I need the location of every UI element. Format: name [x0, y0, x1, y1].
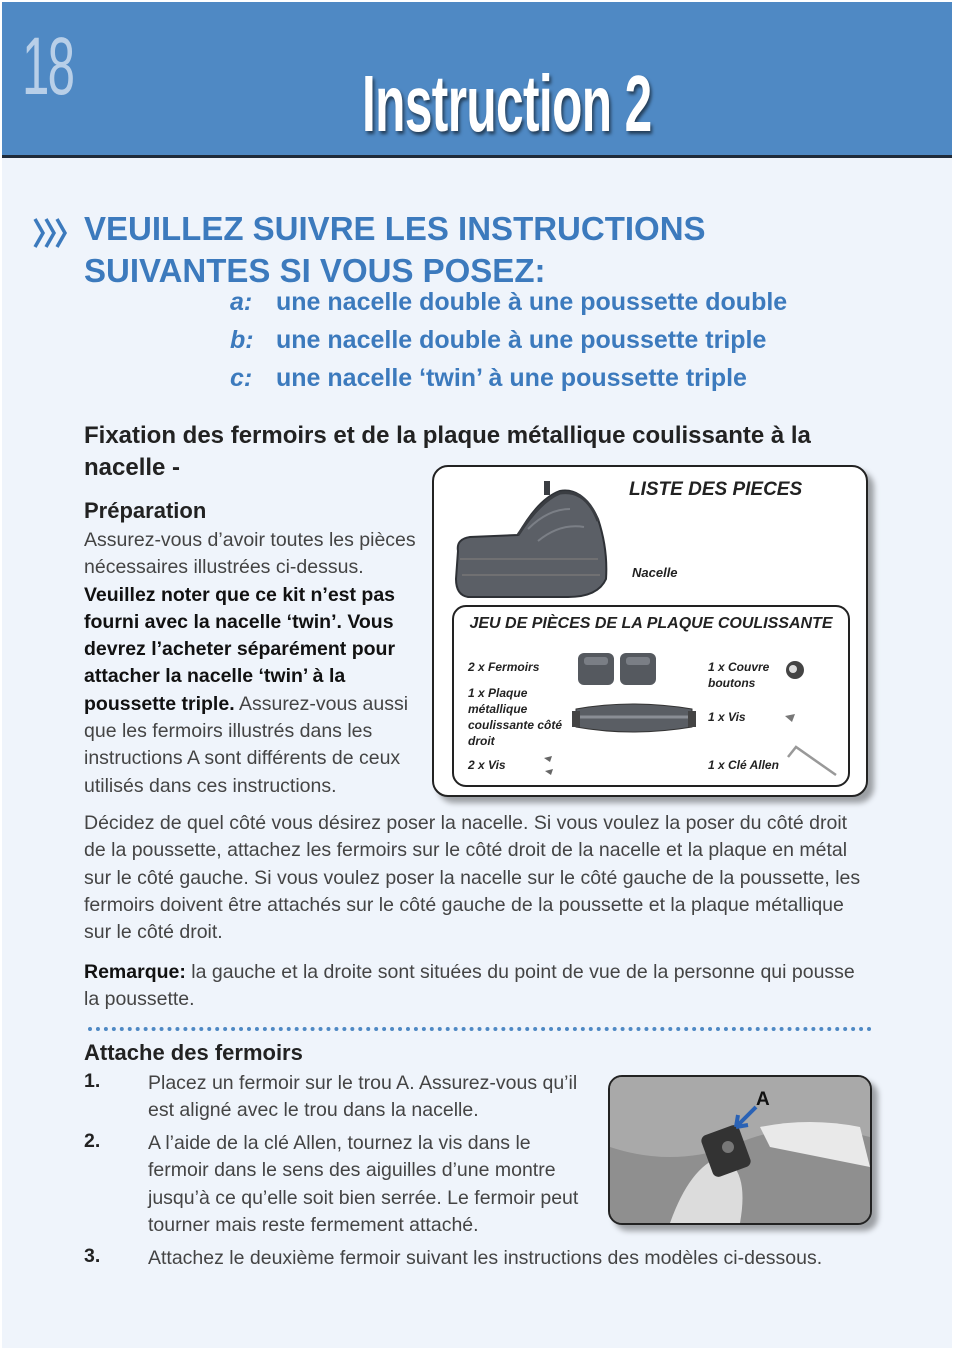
remark-paragraph	[84, 959, 874, 1014]
clasp-installation-photo	[608, 1075, 872, 1225]
sliding-plate-image	[572, 699, 696, 739]
slide-plate-kit-box	[452, 605, 850, 787]
cle-allen-label: 1 x Clé Allen	[708, 758, 779, 772]
hole-a-label: A	[756, 1089, 770, 1110]
side-instructions-paragraph: Décidez de quel côté vous désirez poser la nacelle. Si vous voulez la poser du côté droit de la poussette, attachez les fermoirs sur le côté droit de la nacelle et la plaque en métal sur le côté gauche. Si vous voulez poser la nacelle sur le côté gauche de la poussette, les fermoirs doivent être attachés sur le côté gauche de la poussette et la plaque métallique sur le côté droit.	[84, 812, 861, 944]
main-heading: VEUILLEZ SUIVRE LES INSTRUCTIONS SUIVANTES SI VOUS POSEZ:	[84, 210, 706, 289]
option-text: une nacelle double à une poussette double	[276, 288, 788, 316]
page-header	[2, 2, 952, 158]
option-letter: c:	[230, 364, 253, 392]
preparation-text-2: Assurez-vous aussi que les fermoirs illustrés dans les instructions A sont différents de ceux utilisés dans ces instructions.	[84, 692, 409, 797]
option-b	[230, 326, 766, 355]
nacelle-image	[448, 479, 618, 599]
option-text: une nacelle ‘twin’ à une poussette triple	[276, 364, 747, 392]
couvre-boutons-label: 1 x Couvre boutons	[708, 660, 770, 690]
screw-image	[784, 713, 798, 725]
vis-2-label: 2 x Vis	[468, 758, 506, 772]
allen-key-image	[786, 743, 840, 779]
step-text: A l’aide de la clé Allen, tournez la vis dans le fermoir dans le sens des aiguilles d’une montre jusqu’à ce qu’elle soit bien serrée. Le fermoir peut tourner mais reste fermement attaché.	[148, 1132, 579, 1236]
step-number: 3.	[84, 1245, 101, 1267]
remark-text: la gauche et la droite sont situées du point de vue de la personne qui pousse la poussette.	[84, 961, 855, 1011]
step-number: 2.	[84, 1130, 101, 1152]
page-number: 18	[22, 21, 74, 112]
preparation-text-1: Assurez-vous d’avoir toutes les pièces nécessaires illustrées ci-dessus.	[84, 529, 416, 579]
instruction-page	[2, 2, 952, 1348]
fermoirs-image	[576, 651, 660, 689]
fermoirs-label: 2 x Fermoirs	[468, 660, 540, 674]
parts-list-title: LISTE DES PIECES	[629, 479, 803, 500]
step-text: Attachez le deuxième fermoir suivant les instructions des modèles ci-dessous.	[148, 1247, 823, 1269]
dotted-divider	[88, 1027, 872, 1031]
attach-title: Attache des fermoirs	[84, 1040, 303, 1065]
preparation-note: Veuillez noter que ce kit n’est pas fourni avec la nacelle ‘twin’. Vous devrez l’acheter séparément pour attacher la nacelle ‘twin’ à la poussette triple.	[84, 583, 396, 715]
screws-image	[542, 755, 558, 779]
preparation-text	[84, 527, 424, 800]
parts-list-box	[432, 465, 868, 797]
step-text: Placez un fermoir sur le trou A. Assurez-vous qu’il est aligné avec le trou dans la nacelle.	[148, 1072, 578, 1122]
remark-label: Remarque:	[84, 961, 186, 983]
nacelle-label: Nacelle	[632, 565, 678, 580]
preparation-title: Préparation	[84, 498, 207, 523]
option-letter: b:	[230, 326, 254, 354]
photo-image	[610, 1077, 870, 1223]
option-c	[230, 364, 747, 393]
option-text: une nacelle double à une poussette triple	[276, 326, 767, 354]
kit-title: JEU DE PIÈCES DE LA PLAQUE COULISSANTE	[469, 615, 833, 632]
plaque-label: 1 x Plaque métallique coulissante côté droit	[468, 686, 563, 748]
option-letter: a:	[230, 288, 253, 316]
triple-chevron-icon	[32, 213, 72, 253]
header-title: Instruction 2	[362, 59, 652, 148]
option-a	[230, 288, 787, 317]
button-cover-image	[784, 659, 806, 681]
section-title: Fixation des fermoirs et de la plaque métallique coulissante à la nacelle -	[84, 422, 811, 481]
vis-1-label: 1 x Vis	[708, 710, 746, 724]
step-number: 1.	[84, 1070, 101, 1092]
